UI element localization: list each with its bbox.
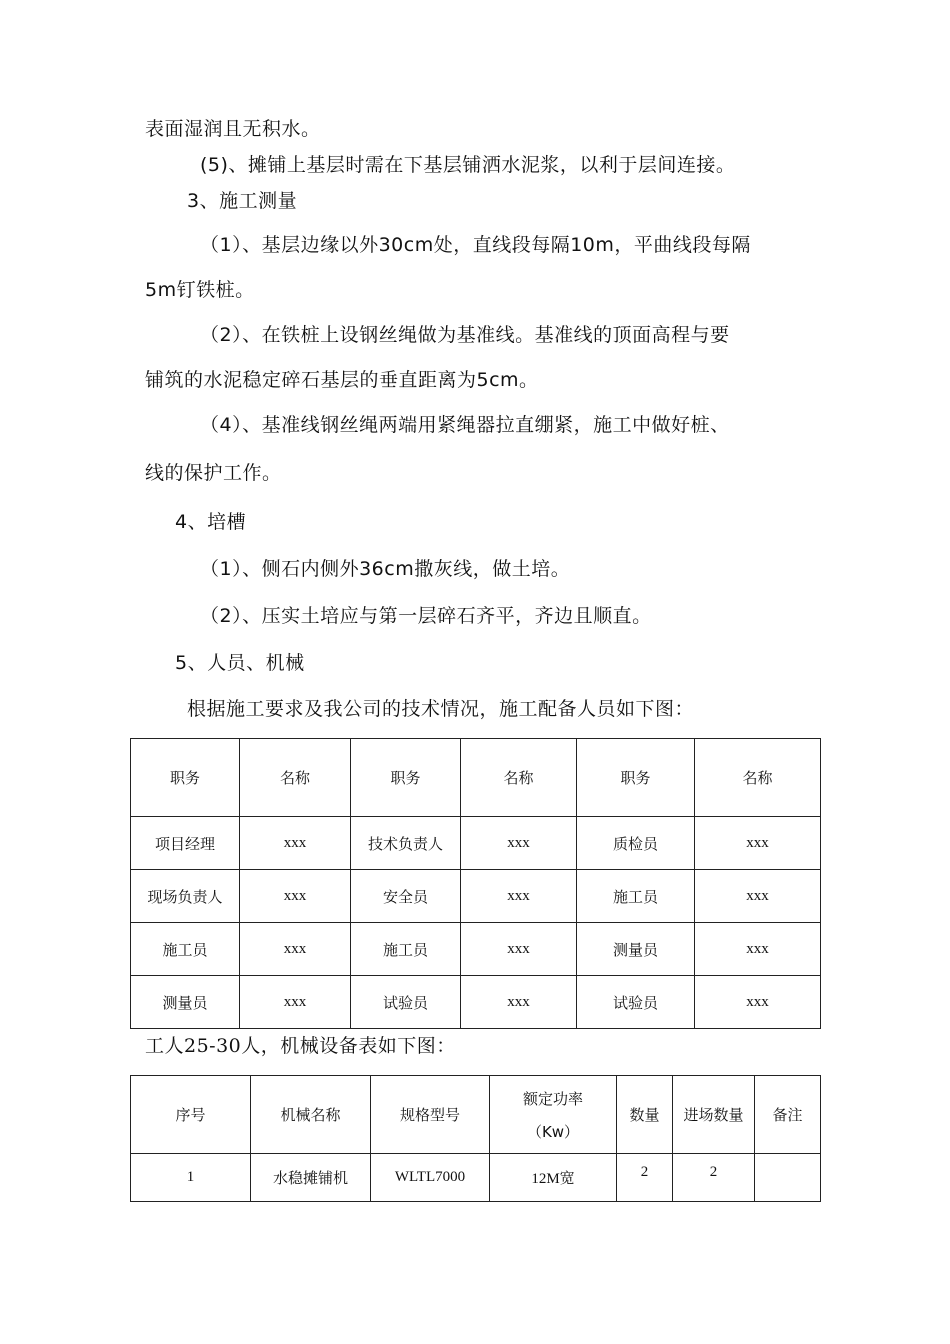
table-cell: 测量员 (577, 923, 695, 976)
paragraph-line: （1）、侧石内侧外36cm撒灰线，做土培。 (200, 558, 571, 580)
table-cell: 2 (617, 1154, 673, 1202)
table-cell: 试验员 (577, 976, 695, 1029)
staff-table (130, 738, 821, 1029)
table-cell: 技术负责人 (351, 817, 461, 870)
table-header-cell: 备注 (755, 1076, 821, 1154)
table-header-cell: 职务 (131, 739, 240, 817)
paragraph-line: （4）、基准线钢丝绳两端用紧绳器拉直绷紧，施工中做好桩、 (200, 414, 730, 436)
table-cell: xxx (461, 817, 577, 870)
table-header-cell: 进场数量 (673, 1076, 755, 1154)
table-header-row (131, 1076, 821, 1154)
table-row (131, 923, 821, 976)
table-row (131, 817, 821, 870)
paragraph-line: 表面湿润且无积水。 (145, 118, 321, 140)
table-cell: 试验员 (351, 976, 461, 1029)
table-row (131, 1154, 821, 1202)
table-header-cell: 名称 (461, 739, 577, 817)
machine-table (130, 1075, 821, 1202)
table-cell (755, 1154, 821, 1202)
table-cell: 安全员 (351, 870, 461, 923)
header-line: （Kw） (526, 1122, 580, 1141)
paragraph-line: 工人25-30人，机械设备表如下图： (145, 1035, 456, 1057)
table-header-cell: 规格型号 (371, 1076, 490, 1154)
table-cell: 12M宽 (490, 1154, 617, 1202)
table-cell: xxx (240, 976, 351, 1029)
table-cell: 测量员 (131, 976, 240, 1029)
paragraph-line: 铺筑的水泥稳定碎石基层的垂直距离为5cm。 (145, 369, 539, 391)
table-cell: xxx (461, 976, 577, 1029)
paragraph-line: 5m钉铁桩。 (145, 279, 255, 301)
table-cell: 水稳摊铺机 (251, 1154, 371, 1202)
table-cell: xxx (695, 870, 821, 923)
paragraph-line: （1）、基层边缘以外30cm处，直线段每隔10m，平曲线段每隔 (200, 234, 751, 256)
section-heading: 4、培槽 (175, 511, 247, 533)
paragraph-line: 线的保护工作。 (145, 462, 282, 484)
table-cell: xxx (240, 923, 351, 976)
table-header-cell: 职务 (351, 739, 461, 817)
table-cell: 2 (673, 1154, 755, 1202)
paragraph-line: (5)、摊铺上基层时需在下基层铺洒水泥浆，以利于层间连接。 (200, 154, 736, 176)
table-header-cell: 名称 (695, 739, 821, 817)
header-line: 额定功率 (522, 1089, 583, 1108)
table-cell: xxx (240, 817, 351, 870)
table-row (131, 870, 821, 923)
table-cell: xxx (461, 870, 577, 923)
paragraph-line: （2）、在铁桩上设钢丝绳做为基准线。基准线的顶面高程与要 (200, 324, 730, 346)
table-cell: 1 (131, 1154, 251, 1202)
table-row (131, 976, 821, 1029)
paragraph-line: （2）、压实土培应与第一层碎石齐平，齐边且顺直。 (200, 605, 652, 627)
table-cell: xxx (240, 870, 351, 923)
table-cell: 施工员 (131, 923, 240, 976)
table-cell: 施工员 (577, 870, 695, 923)
table-header-cell: 数量 (617, 1076, 673, 1154)
table-cell: xxx (461, 923, 577, 976)
table-header-cell: 序号 (131, 1076, 251, 1154)
table-cell: 质检员 (577, 817, 695, 870)
section-heading: 5、人员、机械 (175, 652, 305, 674)
table-cell: 现场负责人 (131, 870, 240, 923)
section-heading: 3、施工测量 (187, 190, 298, 212)
table-cell: WLTL7000 (371, 1154, 490, 1202)
table-header-row (131, 739, 821, 817)
table-cell: 施工员 (351, 923, 461, 976)
table-cell: xxx (695, 976, 821, 1029)
table-header-cell: 名称 (240, 739, 351, 817)
table-cell: xxx (695, 923, 821, 976)
table-header-cell: 职务 (577, 739, 695, 817)
table-cell: 项目经理 (131, 817, 240, 870)
table-cell: xxx (695, 817, 821, 870)
paragraph-line: 根据施工要求及我公司的技术情况，施工配备人员如下图： (187, 698, 695, 720)
table-header-cell (490, 1076, 617, 1154)
table-header-cell: 机械名称 (251, 1076, 371, 1154)
